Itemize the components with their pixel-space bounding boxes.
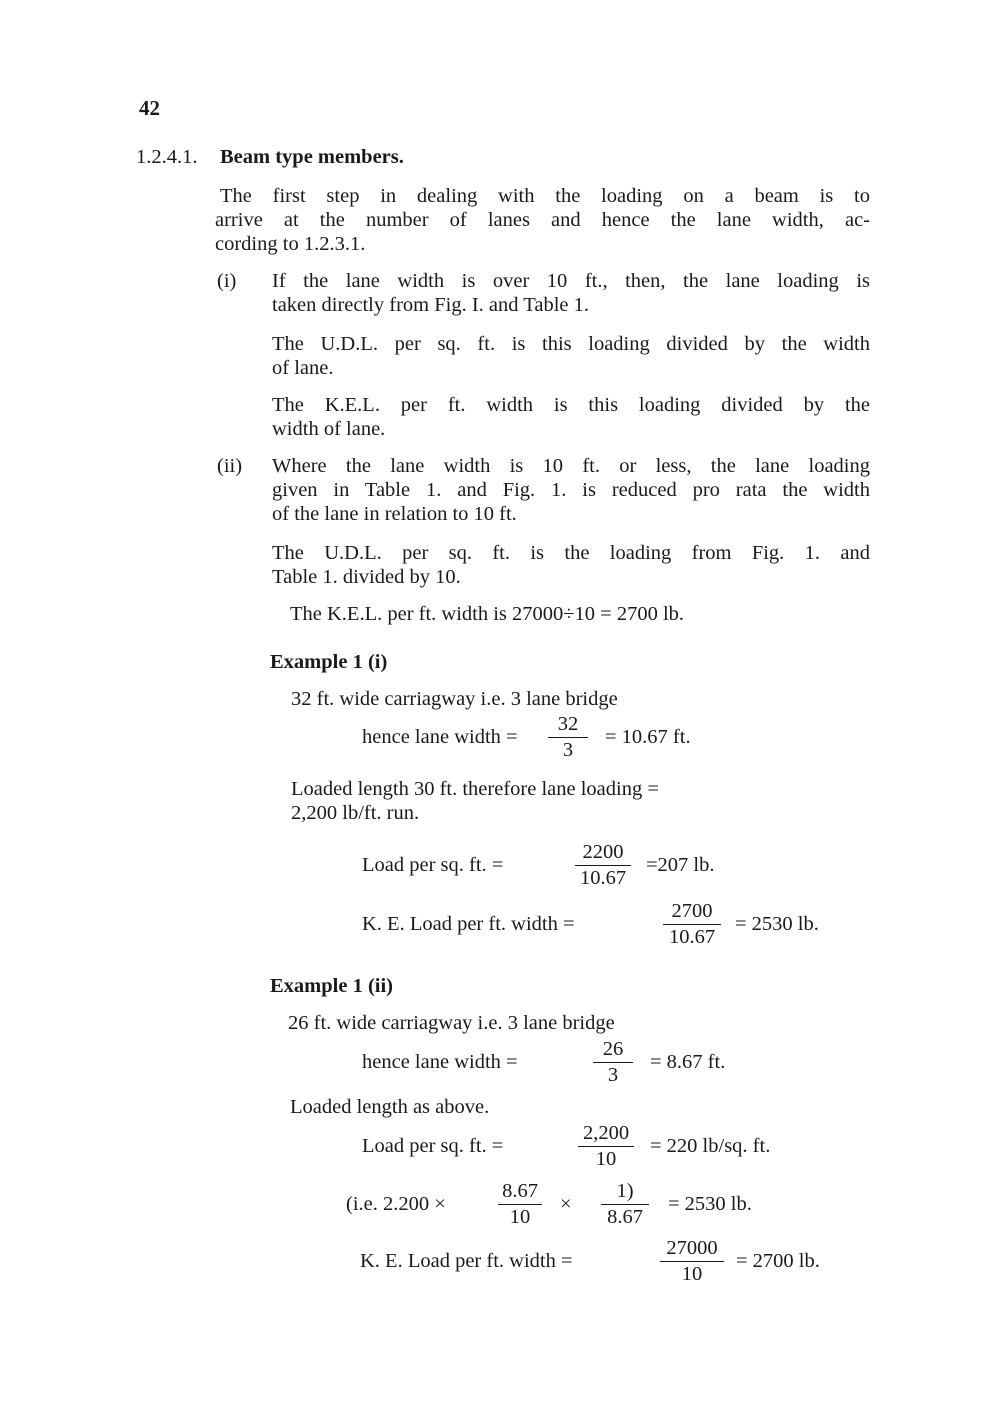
ex1-load-sq-suffix: =207 lb. — [646, 854, 715, 876]
item-ii-label: (ii) — [217, 455, 243, 477]
ex2-ie-fraction-2 — [594, 1178, 656, 1231]
intro-line-2: arrive at the number of lanes and hence the lane width, ac- — [215, 209, 870, 231]
ex2-load-sq-fraction — [570, 1120, 642, 1173]
ex2-load-sq-suffix: = 220 lb/sq. ft. — [650, 1135, 771, 1157]
ex2-load-sq-num: 2,200 — [582, 1122, 630, 1144]
ex2-lane-width-num: 26 — [602, 1038, 624, 1060]
ex2-ie-fraction-1 — [490, 1178, 550, 1231]
example-1-heading: Example 1 (i) — [270, 651, 388, 673]
ex2-ie-den-2: 8.67 — [607, 1206, 643, 1228]
item-ii-line-3: of the lane in relation to 10 ft. — [272, 503, 517, 525]
ex2-ie-prefix: (i.e. 2.200 × — [346, 1193, 446, 1215]
ex2-ke-num: 27000 — [666, 1237, 718, 1259]
example-2-heading: Example 1 (ii) — [270, 975, 393, 997]
ex2-lane-width-fraction — [583, 1036, 643, 1089]
item-ii-line-2: given in Table 1. and Fig. 1. is reduced pro rata the width — [272, 479, 870, 501]
ex1-ke-prefix: K. E. Load per ft. width = — [362, 913, 575, 935]
ex1-load-sq-den: 10.67 — [579, 867, 627, 889]
ex1-load-sq-prefix: Load per sq. ft. = — [362, 854, 504, 876]
page-number: 42 — [139, 96, 160, 120]
ex2-lane-width-den: 3 — [607, 1064, 619, 1086]
ex2-ke-prefix: K. E. Load per ft. width = — [360, 1250, 573, 1272]
section-number: 1.2.4.1. — [136, 146, 198, 168]
ex1-lane-width-num: 32 — [557, 713, 579, 735]
ex1-lane-width-fraction — [538, 711, 598, 764]
item-i-line-1: If the lane width is over 10 ft., then, the lane loading is — [272, 270, 870, 292]
ex1-ke-suffix: = 2530 lb. — [735, 913, 819, 935]
ex1-lane-width-suffix: = 10.67 ft. — [605, 726, 691, 748]
ex1-lane-width-prefix: hence lane width = — [362, 726, 518, 748]
ex2-ie-suffix: = 2530 lb. — [668, 1193, 752, 1215]
item-i-udl-line-1: The U.D.L. per sq. ft. is this loading divided by the width — [272, 333, 870, 355]
intro-line-1: The first step in dealing with the loading on a beam is to — [220, 185, 870, 207]
section-title: Beam type members. — [220, 146, 404, 168]
ex2-ke-den: 10 — [681, 1263, 703, 1285]
example-2-line-1: 26 ft. wide carriagway i.e. 3 lane bridge — [288, 1012, 615, 1034]
intro-line-3: cording to 1.2.3.1. — [215, 233, 366, 255]
ex2-ie-times: × — [560, 1193, 572, 1215]
item-ii-udl-line-2: Table 1. divided by 10. — [272, 566, 461, 588]
item-i-kel-line-1: The K.E.L. per ft. width is this loading divided by the — [272, 394, 870, 416]
item-i-udl-line-2: of lane. — [272, 357, 334, 379]
ex1-ke-fraction — [656, 898, 728, 951]
ex2-lane-width-prefix: hence lane width = — [362, 1051, 518, 1073]
ex1-loaded-line-1: Loaded length 30 ft. therefore lane loading = — [291, 778, 659, 800]
ex2-ie-num-1: 8.67 — [502, 1180, 538, 1202]
ex2-load-sq-den: 10 — [595, 1148, 617, 1170]
ex1-load-sq-num: 2200 — [582, 841, 624, 863]
ex2-loaded: Loaded length as above. — [290, 1096, 490, 1118]
item-ii-udl-line-1: The U.D.L. per sq. ft. is the loading from Fig. 1. and — [272, 542, 870, 564]
example-1-line-1: 32 ft. wide carriagway i.e. 3 lane bridge — [291, 688, 618, 710]
ex1-load-sq-fraction — [568, 839, 638, 892]
item-i-kel-line-2: width of lane. — [272, 418, 386, 440]
item-ii-line-1: Where the lane width is 10 ft. or less, the lane loading — [272, 455, 870, 477]
ex1-lane-width-den: 3 — [562, 739, 574, 761]
ex2-ke-fraction — [654, 1235, 730, 1288]
ex1-ke-num: 2700 — [671, 900, 713, 922]
ex2-ie-num-2: 1) — [616, 1180, 634, 1202]
ex2-ke-suffix: = 2700 lb. — [736, 1250, 820, 1272]
ex2-ie-den-1: 10 — [509, 1206, 531, 1228]
item-i-line-2: taken directly from Fig. I. and Table 1. — [272, 294, 589, 316]
item-ii-kel: The K.E.L. per ft. width is 27000÷10 = 2700 lb. — [290, 603, 685, 625]
ex2-load-sq-prefix: Load per sq. ft. = — [362, 1135, 504, 1157]
item-i-label: (i) — [217, 270, 237, 292]
ex1-loaded-line-2: 2,200 lb/ft. run. — [291, 802, 420, 824]
ex2-lane-width-suffix: = 8.67 ft. — [650, 1051, 726, 1073]
ex1-ke-den: 10.67 — [668, 926, 716, 948]
